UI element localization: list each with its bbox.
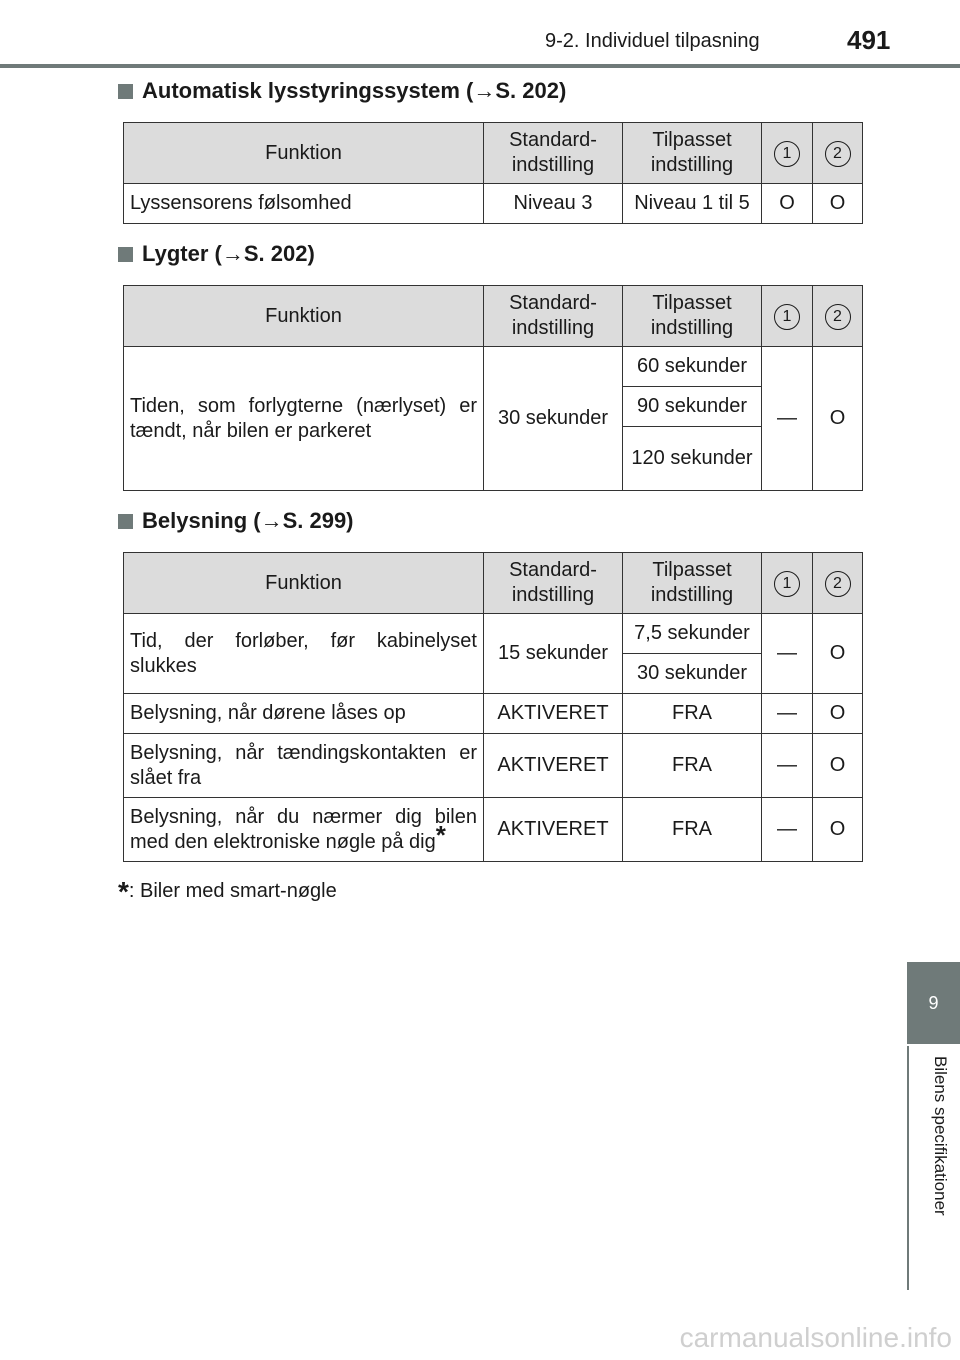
cell-mark2: O bbox=[813, 347, 863, 491]
header-col1 bbox=[762, 553, 813, 614]
cell-mark1: — bbox=[762, 798, 813, 862]
circled-number-icon: 1 bbox=[774, 571, 800, 597]
header-function: Funktion bbox=[124, 553, 484, 614]
header-custom: Tilpasset indstilling bbox=[623, 123, 762, 184]
cell-function: Tiden, som forlygterne (nærlyset) er tændt, når bilen er parkeret bbox=[124, 347, 484, 491]
cell-function: Tid, der forløber, før kabinelyset slukkes bbox=[124, 614, 484, 694]
cell-function bbox=[124, 798, 484, 862]
table-automatic-light bbox=[123, 122, 863, 224]
cell-custom: Niveau 1 til 5 bbox=[623, 184, 762, 224]
section-title-headlights bbox=[118, 241, 315, 267]
header-custom: Tilpasset indstilling bbox=[623, 286, 762, 347]
table-header-row bbox=[124, 553, 863, 614]
page-number: 491 bbox=[847, 25, 891, 55]
cell-default: AKTIVERET bbox=[484, 734, 623, 798]
cell-mark1: — bbox=[762, 347, 813, 491]
cell-custom: FRA bbox=[623, 694, 762, 734]
header-function: Funktion bbox=[124, 123, 484, 184]
square-bullet-icon bbox=[118, 247, 133, 262]
section-title-text: Belysning (→S. 299) bbox=[142, 508, 354, 533]
header-rule bbox=[0, 64, 960, 68]
square-bullet-icon bbox=[118, 84, 133, 99]
circled-number-icon: 2 bbox=[825, 141, 851, 167]
table-row bbox=[124, 734, 863, 798]
section-title-text: Lygter (→S. 202) bbox=[142, 241, 315, 266]
header-col2 bbox=[813, 553, 863, 614]
cell-mark2: O bbox=[813, 798, 863, 862]
chapter-title: Bilens specifikationer bbox=[931, 1056, 950, 1216]
header-col1 bbox=[762, 123, 813, 184]
header-col1 bbox=[762, 286, 813, 347]
table-headlights bbox=[123, 285, 863, 491]
cell-function-text: Belysning, når du nærmer dig bilen med den elektroniske nøgle på dig bbox=[130, 805, 477, 853]
chapter-number: 9 bbox=[928, 992, 939, 1013]
footnote bbox=[118, 876, 337, 908]
circled-number-icon: 1 bbox=[774, 141, 800, 167]
table-row bbox=[124, 184, 863, 224]
cell-custom: 120 sekunder bbox=[623, 427, 762, 491]
footnote-text: : Biler med smart-nøgle bbox=[128, 880, 337, 902]
section-title-automatic-light bbox=[118, 78, 566, 104]
header-custom: Tilpasset indstilling bbox=[623, 553, 762, 614]
cell-mark1: — bbox=[762, 694, 813, 734]
cell-function: Belysning, når tændingskontakten er slået fra bbox=[124, 734, 484, 798]
cell-mark2: O bbox=[813, 614, 863, 694]
header-function: Funktion bbox=[124, 286, 484, 347]
footnote-marker: * bbox=[435, 819, 446, 850]
cell-function: Lyssensorens følsomhed bbox=[124, 184, 484, 224]
cell-mark1: — bbox=[762, 734, 813, 798]
cell-mark2: O bbox=[813, 734, 863, 798]
circled-number-icon: 2 bbox=[825, 304, 851, 330]
cell-default: 15 sekunder bbox=[484, 614, 623, 694]
table-interior-light bbox=[123, 552, 863, 862]
table-row bbox=[124, 798, 863, 862]
header-col2 bbox=[813, 286, 863, 347]
cell-default: Niveau 3 bbox=[484, 184, 623, 224]
table-header-row bbox=[124, 123, 863, 184]
cell-custom: 7,5 sekunder bbox=[623, 614, 762, 654]
footnote-marker: * bbox=[118, 876, 129, 907]
circled-number-icon: 2 bbox=[825, 571, 851, 597]
chapter-tab bbox=[907, 962, 960, 1044]
square-bullet-icon bbox=[118, 514, 133, 529]
cell-custom: 60 sekunder bbox=[623, 347, 762, 387]
circled-number-icon: 1 bbox=[774, 304, 800, 330]
cell-custom: 90 sekunder bbox=[623, 387, 762, 427]
cell-mark1: — bbox=[762, 614, 813, 694]
cell-function: Belysning, når dørene låses op bbox=[124, 694, 484, 734]
table-row bbox=[124, 694, 863, 734]
cell-default: AKTIVERET bbox=[484, 694, 623, 734]
header-default: Standard- indstilling bbox=[484, 553, 623, 614]
watermark: carmanualsonline.info bbox=[679, 1322, 952, 1353]
header-default: Standard- indstilling bbox=[484, 123, 623, 184]
cell-custom: 30 sekunder bbox=[623, 654, 762, 694]
table-row bbox=[124, 347, 863, 387]
cell-default: 30 sekunder bbox=[484, 347, 623, 491]
table-header-row bbox=[124, 286, 863, 347]
section-title-text: Automatisk lysstyringssystem (→S. 202) bbox=[142, 78, 567, 103]
cell-mark2: O bbox=[813, 694, 863, 734]
cell-custom: FRA bbox=[623, 798, 762, 862]
section-header: 9-2. Individuel tilpasning bbox=[545, 30, 760, 52]
header-default: Standard- indstilling bbox=[484, 286, 623, 347]
table-row bbox=[124, 614, 863, 654]
section-title-interior-light bbox=[118, 508, 354, 534]
cell-mark1: O bbox=[762, 184, 813, 224]
header-col2 bbox=[813, 123, 863, 184]
cell-default: AKTIVERET bbox=[484, 798, 623, 862]
cell-mark2: O bbox=[813, 184, 863, 224]
cell-custom: FRA bbox=[623, 734, 762, 798]
